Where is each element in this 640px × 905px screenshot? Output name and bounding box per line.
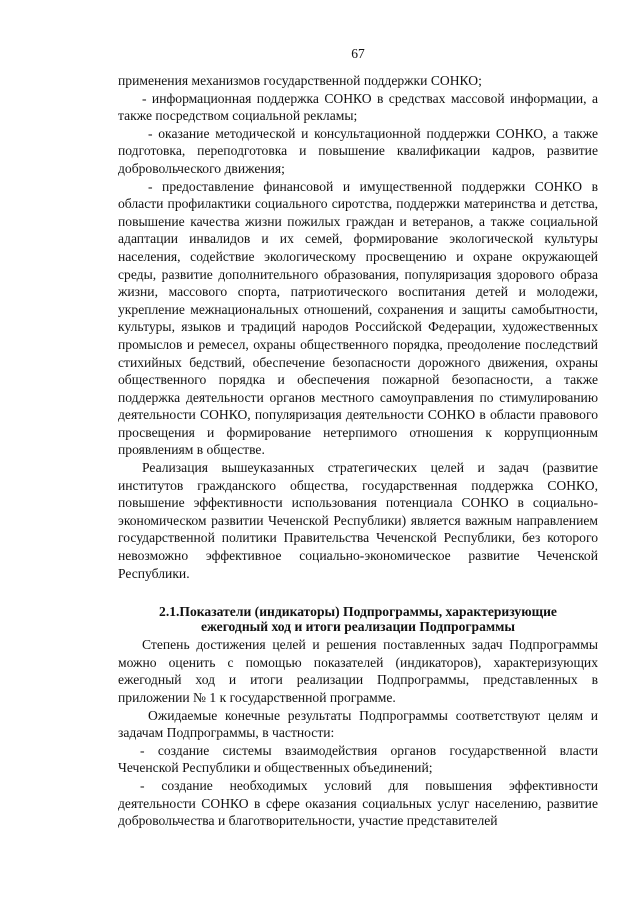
paragraph-interaction-system: - создание системы взаимодействия органов государственной власти Чеченской Республики и общественных объединений;	[118, 742, 598, 776]
paragraph-strategic-goals: Реализация вышеуказанных стратегических целей и задач (развитие институтов гражданского общества, государственная поддержка СОНКО, повышение эффективности использования потенциала СОНКО в социально-экономическом развитии Чеченской Республики) является важным направлением государственной политики Правительства Чеченской Республики, без которого невозможно эффективное социально-экономическое развитие Чеченской Республики.	[118, 460, 598, 581]
section-heading	[118, 604, 598, 634]
page-number: 67	[351, 46, 365, 61]
paragraph-expected-results: Ожидаемые конечные результаты Подпрограммы соответствуют целям и задачам Подпрограммы, в частности:	[118, 707, 598, 741]
paragraph-methodological-support: - оказание методической и консультационной поддержки СОНКО, а также подготовка, переподготовка и повышение квалификации кадров, развитие добровольческого движения;	[118, 125, 598, 176]
paragraph-financial-support: - предоставление финансовой и имущественной поддержки СОНКО в области профилактики социального сиротства, поддержки материнства и детства, повышение качества жизни пожилых граждан и ветеранов, а также социальной адаптации инвалидов и их семей, формирование экологической культуры населения, содействие экологическому просвещению и охране окружающей среды, развитие дополнительного образования, популяризация здорового образа жизни, массового спорта, патриотического воспитания детей и молодежи, укрепление межнациональных отношений, сохранения и защиты самобытности, культуры, языков и традиций народов Российской Федерации, художественных промыслов и ремесел, охраны общественного порядка, преодоление последствий стихийных бедствий, обеспечение безопасности дорожного движения, охраны общественного порядка и обеспечения пожарной безопасности, а также поддержка деятельности органов местного самоуправления по стимулированию деятельности СОНКО, популяризация деятельности СОНКО в области правового просвещения и формирование нетерпимого отношения к коррупционным проявлениям в обществе.	[118, 178, 598, 458]
document-body	[118, 72, 598, 830]
section-heading-line-2: ежегодный ход и итоги реализации Подпрограммы	[200, 619, 516, 635]
document-page	[118, 0, 598, 905]
section-heading-line-1: 2.1.Показатели (индикаторы) Подпрограммы, характеризующие	[159, 604, 557, 620]
paragraph-necessary-conditions: - создание необходимых условий для повышения эффективности деятельности СОНКО в сфере оказания социальных услуг населению, развитие добровольчества и благотворительности, участие представителей	[118, 777, 598, 829]
paragraph-indicators: Степень достижения целей и решения поставленных задач Подпрограммы можно оценить с помощью показателей (индикаторов), характеризующих ежегодный ход и итоги реализации Подпрограммы, представленных в приложении № 1 к государственной программе.	[118, 637, 598, 705]
paragraph-support-mechanisms: применения механизмов государственной поддержки СОНКО;	[118, 73, 482, 88]
paragraph-information-support: - информационная поддержка СОНКО в средствах массовой информации, а также посредством социальной рекламы;	[118, 90, 598, 124]
